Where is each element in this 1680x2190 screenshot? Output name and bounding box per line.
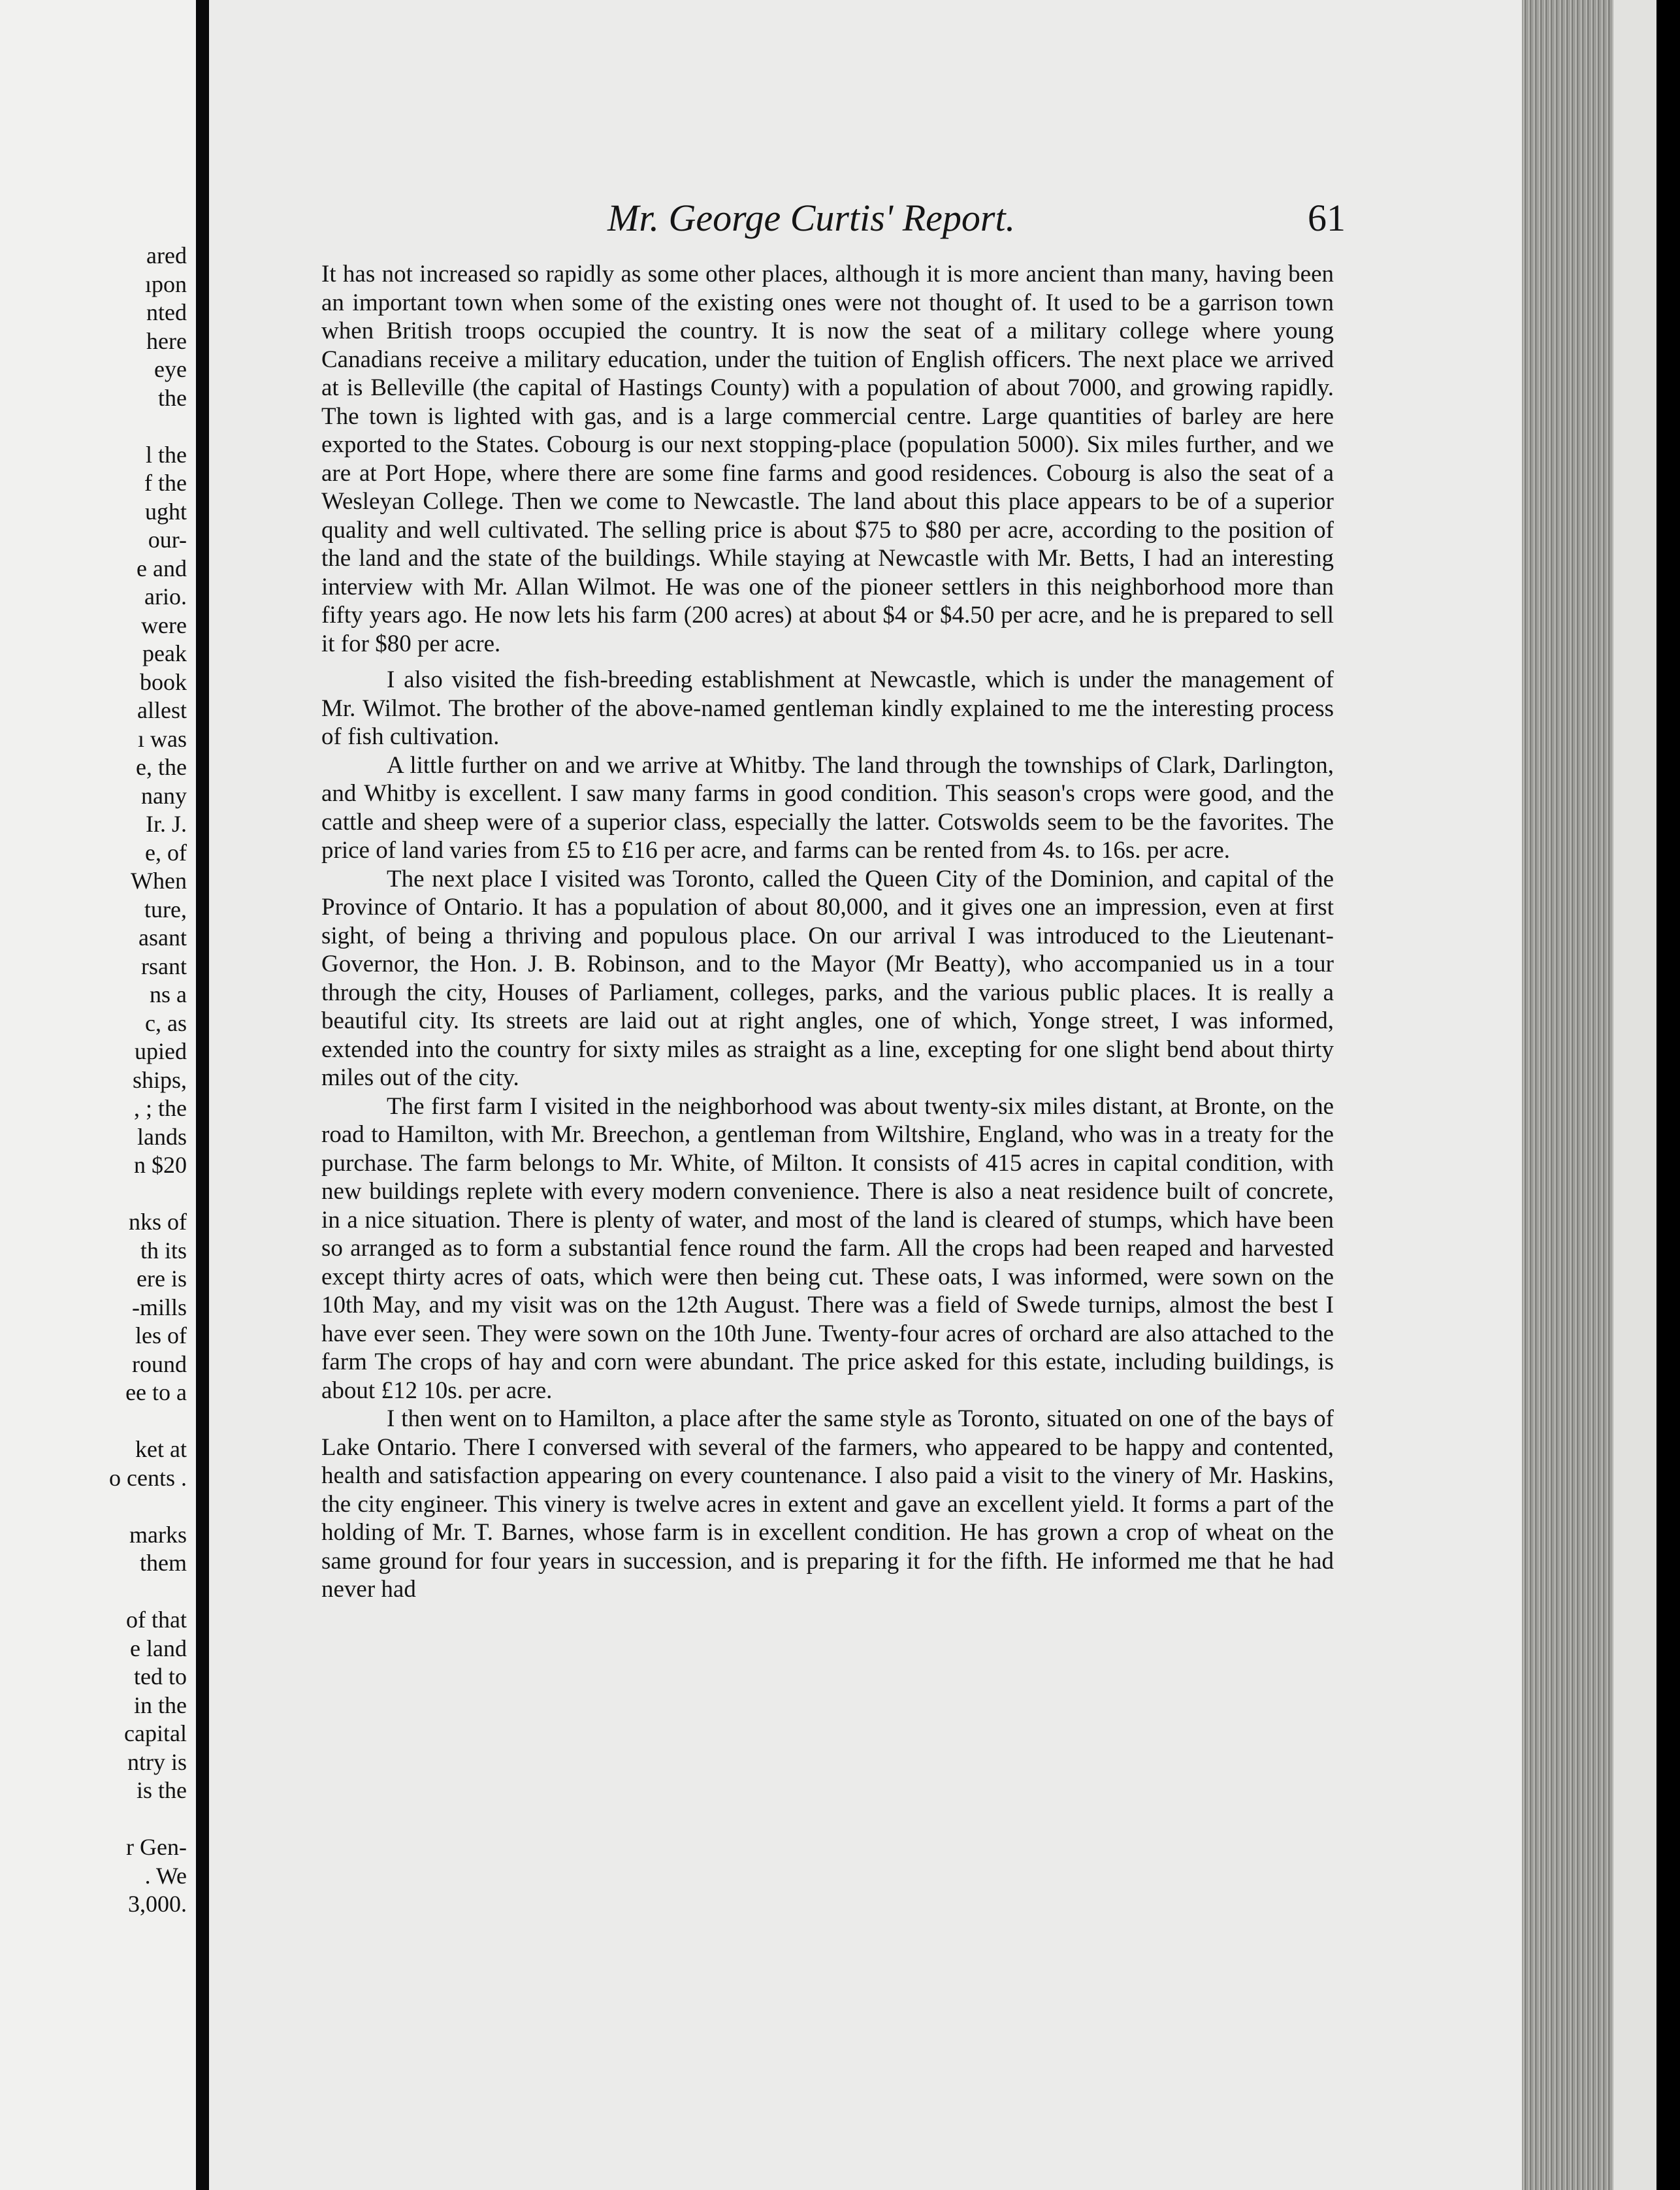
- left-page-fragment: [0, 0, 196, 2190]
- left-page-fragment-line: ıpon: [144, 270, 187, 297]
- left-page-fragment-line: ted to: [134, 1663, 187, 1690]
- left-page-fragment-line: round: [132, 1350, 187, 1377]
- left-page-fragment-line: e and: [137, 555, 187, 581]
- paragraph: The next place I visited was Toronto, called the Queen City of the Dominion, and capital of the Province of Ontario. It has a population of about 80,000, and it gives one an impression, even at first sight, of being a thriving and populous place. On our arrival I was introduced to the Lieutenant-Governor, the Hon. J. B. Robinson, and to the Mayor (Mr Beatty), who accompanied us in a tour through the city, Houses of Parliament, colleges, parks, and the various public places. It is really a beautiful city. Its streets are laid out at right angles, one of which, Yonge street, I was informed, extended into the country for sixty miles as straight as a line, excepting for one slight bend about thirty miles out of the city.: [321, 865, 1334, 1091]
- left-page-fragment-line: book: [140, 668, 187, 695]
- left-page-fragment-line: is the: [137, 1777, 187, 1803]
- left-page-fragment-line: r Gen-: [126, 1834, 187, 1860]
- left-page-fragment-line: ntry is: [127, 1748, 187, 1775]
- left-page-fragment-line: e, the: [136, 754, 187, 780]
- left-page-text: [0, 242, 196, 1919]
- left-page-fragment-line: [0, 1180, 196, 1209]
- left-page-fragment-line: 3,000.: [128, 1891, 187, 1917]
- left-page-fragment-line: allest: [137, 697, 187, 723]
- page-header: [607, 196, 1346, 248]
- left-page-fragment-line: the: [158, 384, 187, 411]
- left-page-fragment-line: -mills: [131, 1294, 187, 1320]
- page-edge-light: [1613, 0, 1656, 2190]
- paragraph: The first farm I visited in the neighborhood was about twenty-six miles distant, at Bronte, on the road to Hamilton, with Mr. Breechon, a gentleman from Wiltshire, England, who was in a treaty for the purchase. The farm belongs to Mr. White, of Milton. It consists of 415 acres in capital condition, with new buildings replete with every modern convenience. There is also a neat residence built of concrete, in a nice situation. There is plenty of water, and most of the land is cleared of stumps, which have been so arranged as to form a substantial fence round the farm. All the crops had been reaped and harvested except thirty acres of oats, which were then being cut. These oats, I was informed, were sown on the 10th May, and my visit was on the 12th August. There was a field of Swede turnips, almost the best I have ever seen. They were sown on the 10th June. Twenty-four acres of orchard are also attached to the farm The crops of hay and corn were abundant. The price asked for this estate, including buildings, is about £12 10s. per acre.: [321, 1092, 1334, 1404]
- left-page-fragment-line: ships,: [132, 1066, 187, 1093]
- left-page-fragment-line: nany: [141, 782, 187, 809]
- left-page-fragment-line: th its: [140, 1237, 187, 1264]
- left-page-fragment-line: e, of: [145, 839, 187, 866]
- left-page-fragment-line: capital: [124, 1720, 187, 1746]
- left-page-fragment-line: l the: [146, 441, 187, 468]
- left-page-fragment-line: When: [131, 868, 187, 894]
- paragraph: It has not increased so rapidly as some other places, although it is more ancient than many, having been an important town when some of the existing ones were not thought of. It used to be a garrison town when British troops occupied the country. It is now the seat of a military college where young Canadians receive a military education, under the tuition of English officers. The next place we arrived at is Belleville (the capital of Hastings County) with a population of about 7000, and growing rapidly. The town is lighted with gas, and is a large commercial centre. Large quantities of barley are here exported to the States. Cobourg is our next stopping-place (population 5000). Six miles further, and we are at Port Hope, where there are some fine farms and good residences. Cobourg is also the seat of a Wesleyan College. Then we come to Newcastle. The land about this place appears to be of a superior quality and well cultivated. The selling price is about $75 to $80 per acre, according to the position of the land and the state of the buildings. While staying at Newcastle with Mr. Betts, I had an interesting interview with Mr. Allan Wilmot. He was one of the pioneer settlers in this neighborhood more than fifty years ago. He now lets his farm (200 acres) at about $4 or $4.50 per acre, and he is prepared to sell it for $80 per acre.: [321, 261, 1334, 657]
- left-page-fragment-line: our-: [148, 527, 187, 553]
- left-page-fragment-line: in the: [134, 1692, 187, 1718]
- left-page-fragment-line: f the: [144, 470, 187, 496]
- left-page-fragment-line: peak: [142, 640, 187, 666]
- left-page-fragment-line: here: [146, 327, 187, 354]
- left-page-fragment-line: lands: [137, 1123, 187, 1150]
- left-page-fragment-line: upied: [135, 1038, 187, 1064]
- left-page-fragment-line: nted: [146, 299, 187, 325]
- left-page-fragment-line: of that: [126, 1607, 187, 1633]
- body-text: [321, 260, 1334, 1604]
- left-page-fragment-line: ket at: [135, 1436, 187, 1462]
- left-page-fragment-line: ught: [144, 498, 187, 525]
- left-page-fragment-line: ture,: [144, 896, 187, 923]
- left-page-fragment-line: marks: [129, 1521, 187, 1548]
- left-page-fragment-line: [0, 1407, 196, 1436]
- left-page-fragment-line: [0, 412, 196, 441]
- left-page-fragment-line: rsant: [141, 953, 187, 979]
- left-page-fragment-line: eye: [154, 356, 187, 382]
- paragraph: A little further on and we arrive at Whitby. The land through the townships of Clark, Darlington, and Whitby is excellent. I saw many farms in good condition. This season's crops were good, and the cattle and sheep were of a superior class, especially the latter. Cotswolds seem to be the favorites. The price of land varies from £5 to £16 per acre, and farms can be rented from 4s. to 16s. per acre.: [321, 751, 1334, 864]
- left-page-fragment-line: Ir. J.: [146, 811, 187, 837]
- left-page-fragment-line: les of: [135, 1322, 187, 1348]
- paragraph: I also visited the fish-breeding establishment at Newcastle, which is under the management of Mr. Wilmot. The brother of the above-named gentleman kindly explained to me the interesting process of fish cultivation.: [321, 666, 1334, 750]
- left-page-fragment-line: them: [140, 1550, 187, 1576]
- left-page-fragment-line: nks of: [129, 1209, 187, 1235]
- left-page-fragment-line: [0, 1578, 196, 1607]
- left-page-fragment-line: ared: [146, 242, 187, 269]
- left-page-fragment-line: o cents .: [109, 1464, 187, 1491]
- page-number: 61: [1308, 197, 1346, 239]
- paragraph: I then went on to Hamilton, a place after the same style as Toronto, situated on one of the bays of Lake Ontario. There I conversed with several of the farmers, who appeared to be happy and contented, health and satisfaction appearing on every countenance. I also paid a visit to the vinery of Mr. Haskins, the city engineer. This vinery is twelve acres in extent and gave an excellent yield. It forms a part of the holding of Mr. T. Barnes, whose farm is in excellent condition. He has grown a crop of wheat on the same ground for four years in succession, and is preparing it for the fifth. He informed me that he had never had: [321, 1405, 1334, 1603]
- left-page-fragment-line: ario.: [144, 583, 187, 610]
- left-page-fragment-line: , ; the: [134, 1095, 187, 1121]
- left-page-fragment-line: ere is: [137, 1266, 187, 1292]
- left-page-fragment-line: [0, 1492, 196, 1521]
- book-gutter: [196, 0, 209, 2190]
- left-page-fragment-line: [0, 1805, 196, 1834]
- left-page-fragment-line: e land: [130, 1635, 187, 1661]
- running-title: Mr. George Curtis' Report.: [607, 197, 1016, 239]
- left-page-fragment-line: ee to a: [125, 1379, 187, 1405]
- page-stack-edge: [1522, 0, 1613, 2190]
- left-page-fragment-line: ns a: [150, 981, 187, 1007]
- left-page-fragment-line: c, as: [145, 1009, 187, 1036]
- left-page-fragment-line: ı was: [138, 725, 187, 752]
- left-page-fragment-line: n $20: [134, 1152, 187, 1178]
- left-page-fragment-line: . We: [144, 1862, 187, 1889]
- left-page-fragment-line: asant: [138, 924, 187, 951]
- left-page-fragment-line: were: [141, 612, 187, 638]
